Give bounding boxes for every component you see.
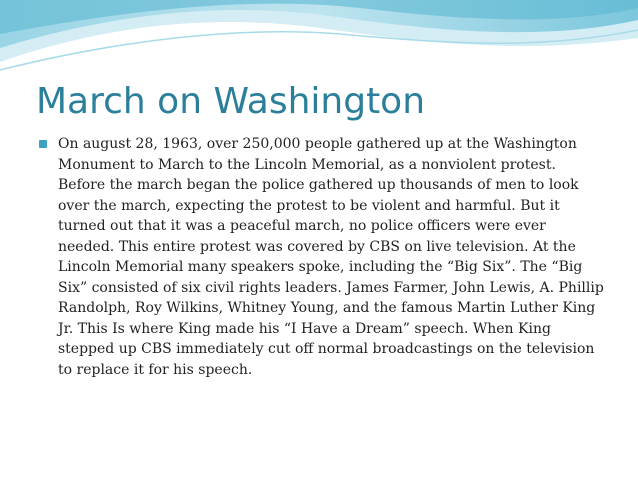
bullet-text: On august 28, 1963, over 250,000 people gathered up at the Washington Monument to March to the Lincoln Memorial, as a nonviolent protest. Before the march began the police gathered up thousands of men to look over the march, expecting the protest to be violent and harmful. But it turned out that it was a peaceful march, no police officers were ever needed. This entire protest was covered by CBS on live television. At the Lincoln Memorial many speakers spoke, including the “Big Six”. The “Big Six” consisted of six civil rights leaders. James Farmer, John Lewis, A. Phillip Randolph, Roy Wilkins, Whitney Young, and the famous Martin Luther King Jr. This Is where King made his “I Have a Dream” speech. When King stepped up CBS immediately cut off normal broadcastings on the television to replace it for his speech. xyxy=(58,136,604,378)
square-bullet-icon xyxy=(39,140,47,148)
slide-title: March on Washington xyxy=(36,81,426,122)
bullet-item xyxy=(36,134,606,380)
slide-body xyxy=(36,134,606,380)
header-wave-decoration xyxy=(0,0,638,80)
